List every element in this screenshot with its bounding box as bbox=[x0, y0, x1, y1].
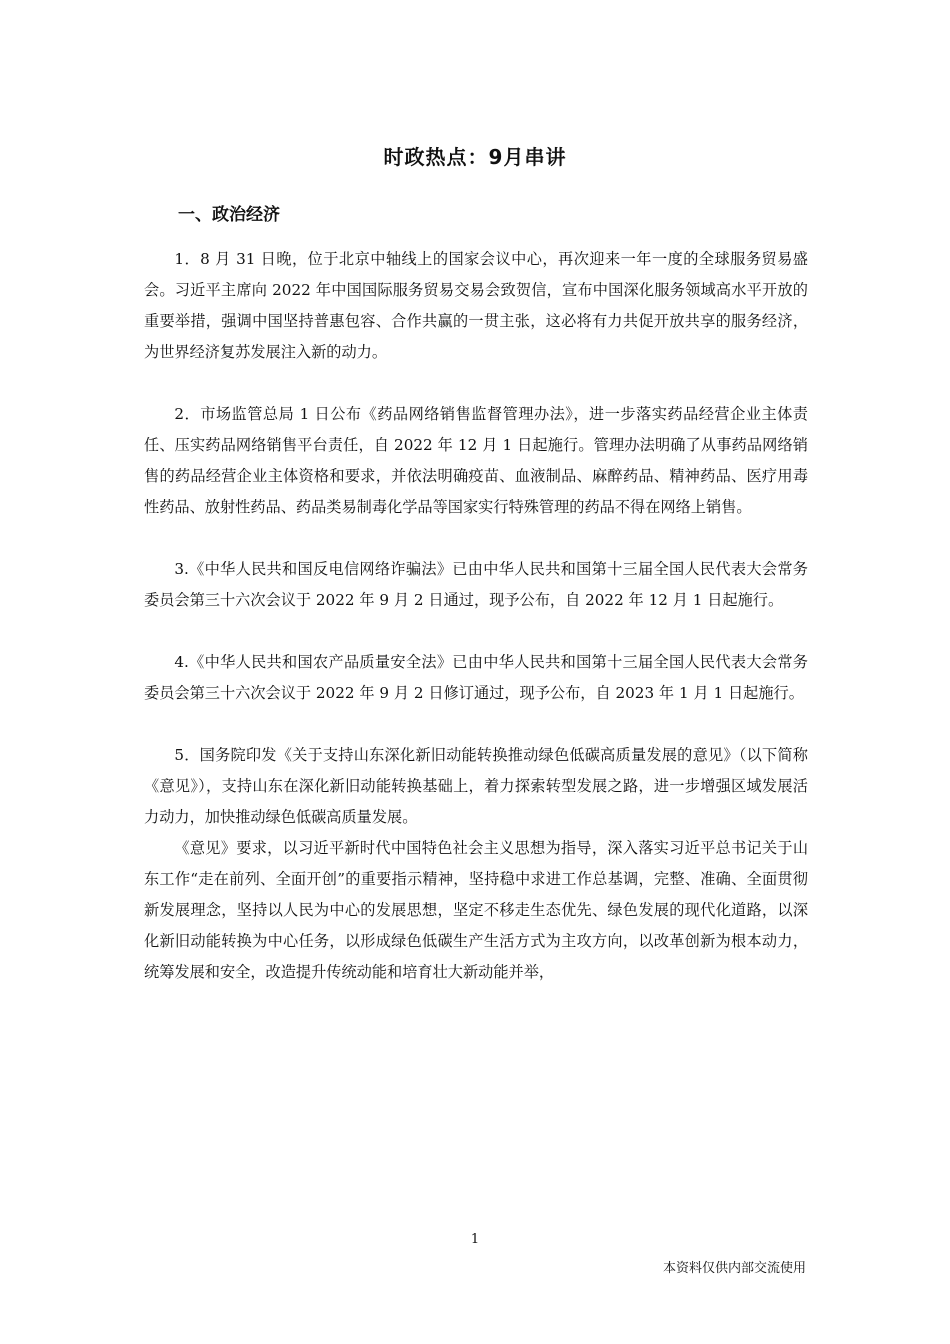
page-title: 时政热点：9月串讲 bbox=[383, 145, 567, 169]
paragraph-5: 5．国务院印发《关于支持山东深化新旧动能转换推动绿色低碳高质量发展的意见》（以下简称《意见》），支持山东在深化新旧动能转换基础上，着力探索转型发展之路，进一步增强区域发展活力动力，加快推动绿色低碳高质量发展。 bbox=[144, 746, 808, 826]
page-number: 1 bbox=[470, 1232, 480, 1247]
section-heading: 一、政治经济 bbox=[178, 205, 280, 225]
paragraph-3: 3.《中华人民共和国反电信网络诈骗法》已由中华人民共和国第十三届全国人民代表大会常务委员会第三十六次会议于 2022 年 9 月 2 日通过，现予公布，自 2022 年 12 月 1 日起施行。 bbox=[144, 560, 808, 609]
footer-note: 本资料仅供内部交流使用 bbox=[662, 1261, 806, 1276]
paragraph-4: 4.《中华人民共和国农产品质量安全法》已由中华人民共和国第十三届全国人民代表大会常务委员会第三十六次会议于 2022 年 9 月 2 日修订通过，现予公布，自 2023 年 1 月 1 日起施行。 bbox=[144, 653, 808, 702]
body-text bbox=[144, 244, 808, 988]
paragraph-1: 1．8 月 31 日晚，位于北京中轴线上的国家会议中心，再次迎来一年一度的全球服务贸易盛会。习近平主席向 2022 年中国国际服务贸易交易会致贺信，宣布中国深化服务领域高水平开放的重要举措，强调中国坚持普惠包容、合作共赢的一贯主张，这必将有力共促开放共享的服务经济，为世界经济复苏发展注入新的动力。 bbox=[144, 250, 808, 361]
paragraph-2: 2．市场监管总局 1 日公布《药品网络销售监督管理办法》，进一步落实药品经营企业主体责任、压实药品网络销售平台责任，自 2022 年 12 月 1 日起施行。管理办法明确了从事药品网络销售的药品经营企业主体资格和要求，并依法明确疫苗、血液制品、麻醉药品、精神药品、医疗用毒性药品、放射性药品、药品类易制毒化学品等国家实行特殊管理的药品不得在网络上销售。 bbox=[144, 405, 808, 516]
paragraph-6: 《意见》要求，以习近平新时代中国特色社会主义思想为指导，深入落实习近平总书记关于山东工作“走在前列、全面开创”的重要指示精神，坚持稳中求进工作总基调，完整、准确、全面贯彻新发展理念，坚持以人民为中心的发展思想，坚定不移走生态优先、绿色发展的现代化道路，以深化新旧动能转换为中心任务，以形成绿色低碳生产生活方式为主攻方向，以改革创新为根本动力，统筹发展和安全，改造提升传统动能和培育壮大新动能并举， bbox=[144, 839, 808, 981]
